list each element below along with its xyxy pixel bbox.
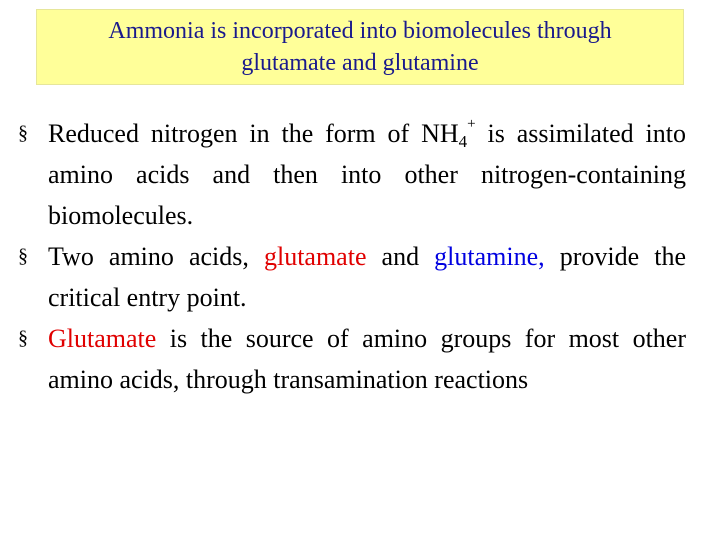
bullet-item-reduced-nitrogen [18, 113, 686, 236]
bullet-2-text-start: Two amino acids, [48, 242, 264, 271]
nh4-superscript: + [467, 116, 476, 132]
bullet-item-glutamate-source [18, 318, 686, 400]
slide-title-line-1: Ammonia is incorporated into biomolecules through [108, 18, 612, 44]
bullet-1-text-end: is assimilated into amino acids and then into other nitrogen-containing biomolecules. [48, 119, 686, 230]
bullet-marker-icon: § [18, 245, 28, 267]
bullet-marker-icon: § [18, 122, 28, 144]
bullet-item-two-amino-acids [18, 236, 686, 318]
bullet-3-text-end: is the source of amino groups for most other amino acids, through transamination reactions [48, 324, 686, 394]
bullet-list [18, 113, 686, 400]
bullet-2-text-middle: and [366, 242, 435, 271]
glutamine-highlight: glutamine, [434, 242, 545, 271]
nh4-subscript: 4 [458, 132, 468, 151]
bullet-1-text-start: Reduced nitrogen in the form of NH [48, 119, 459, 148]
glutamate-highlight: glutamate [263, 242, 367, 271]
slide-title-box [36, 9, 684, 85]
bullet-marker-icon: § [18, 327, 28, 349]
glutamate-highlight-start: Glutamate [48, 324, 157, 353]
bullet-2-text-end: provide the critical entry point. [48, 242, 686, 312]
slide-title-line-2: glutamate and glutamine [241, 50, 479, 76]
